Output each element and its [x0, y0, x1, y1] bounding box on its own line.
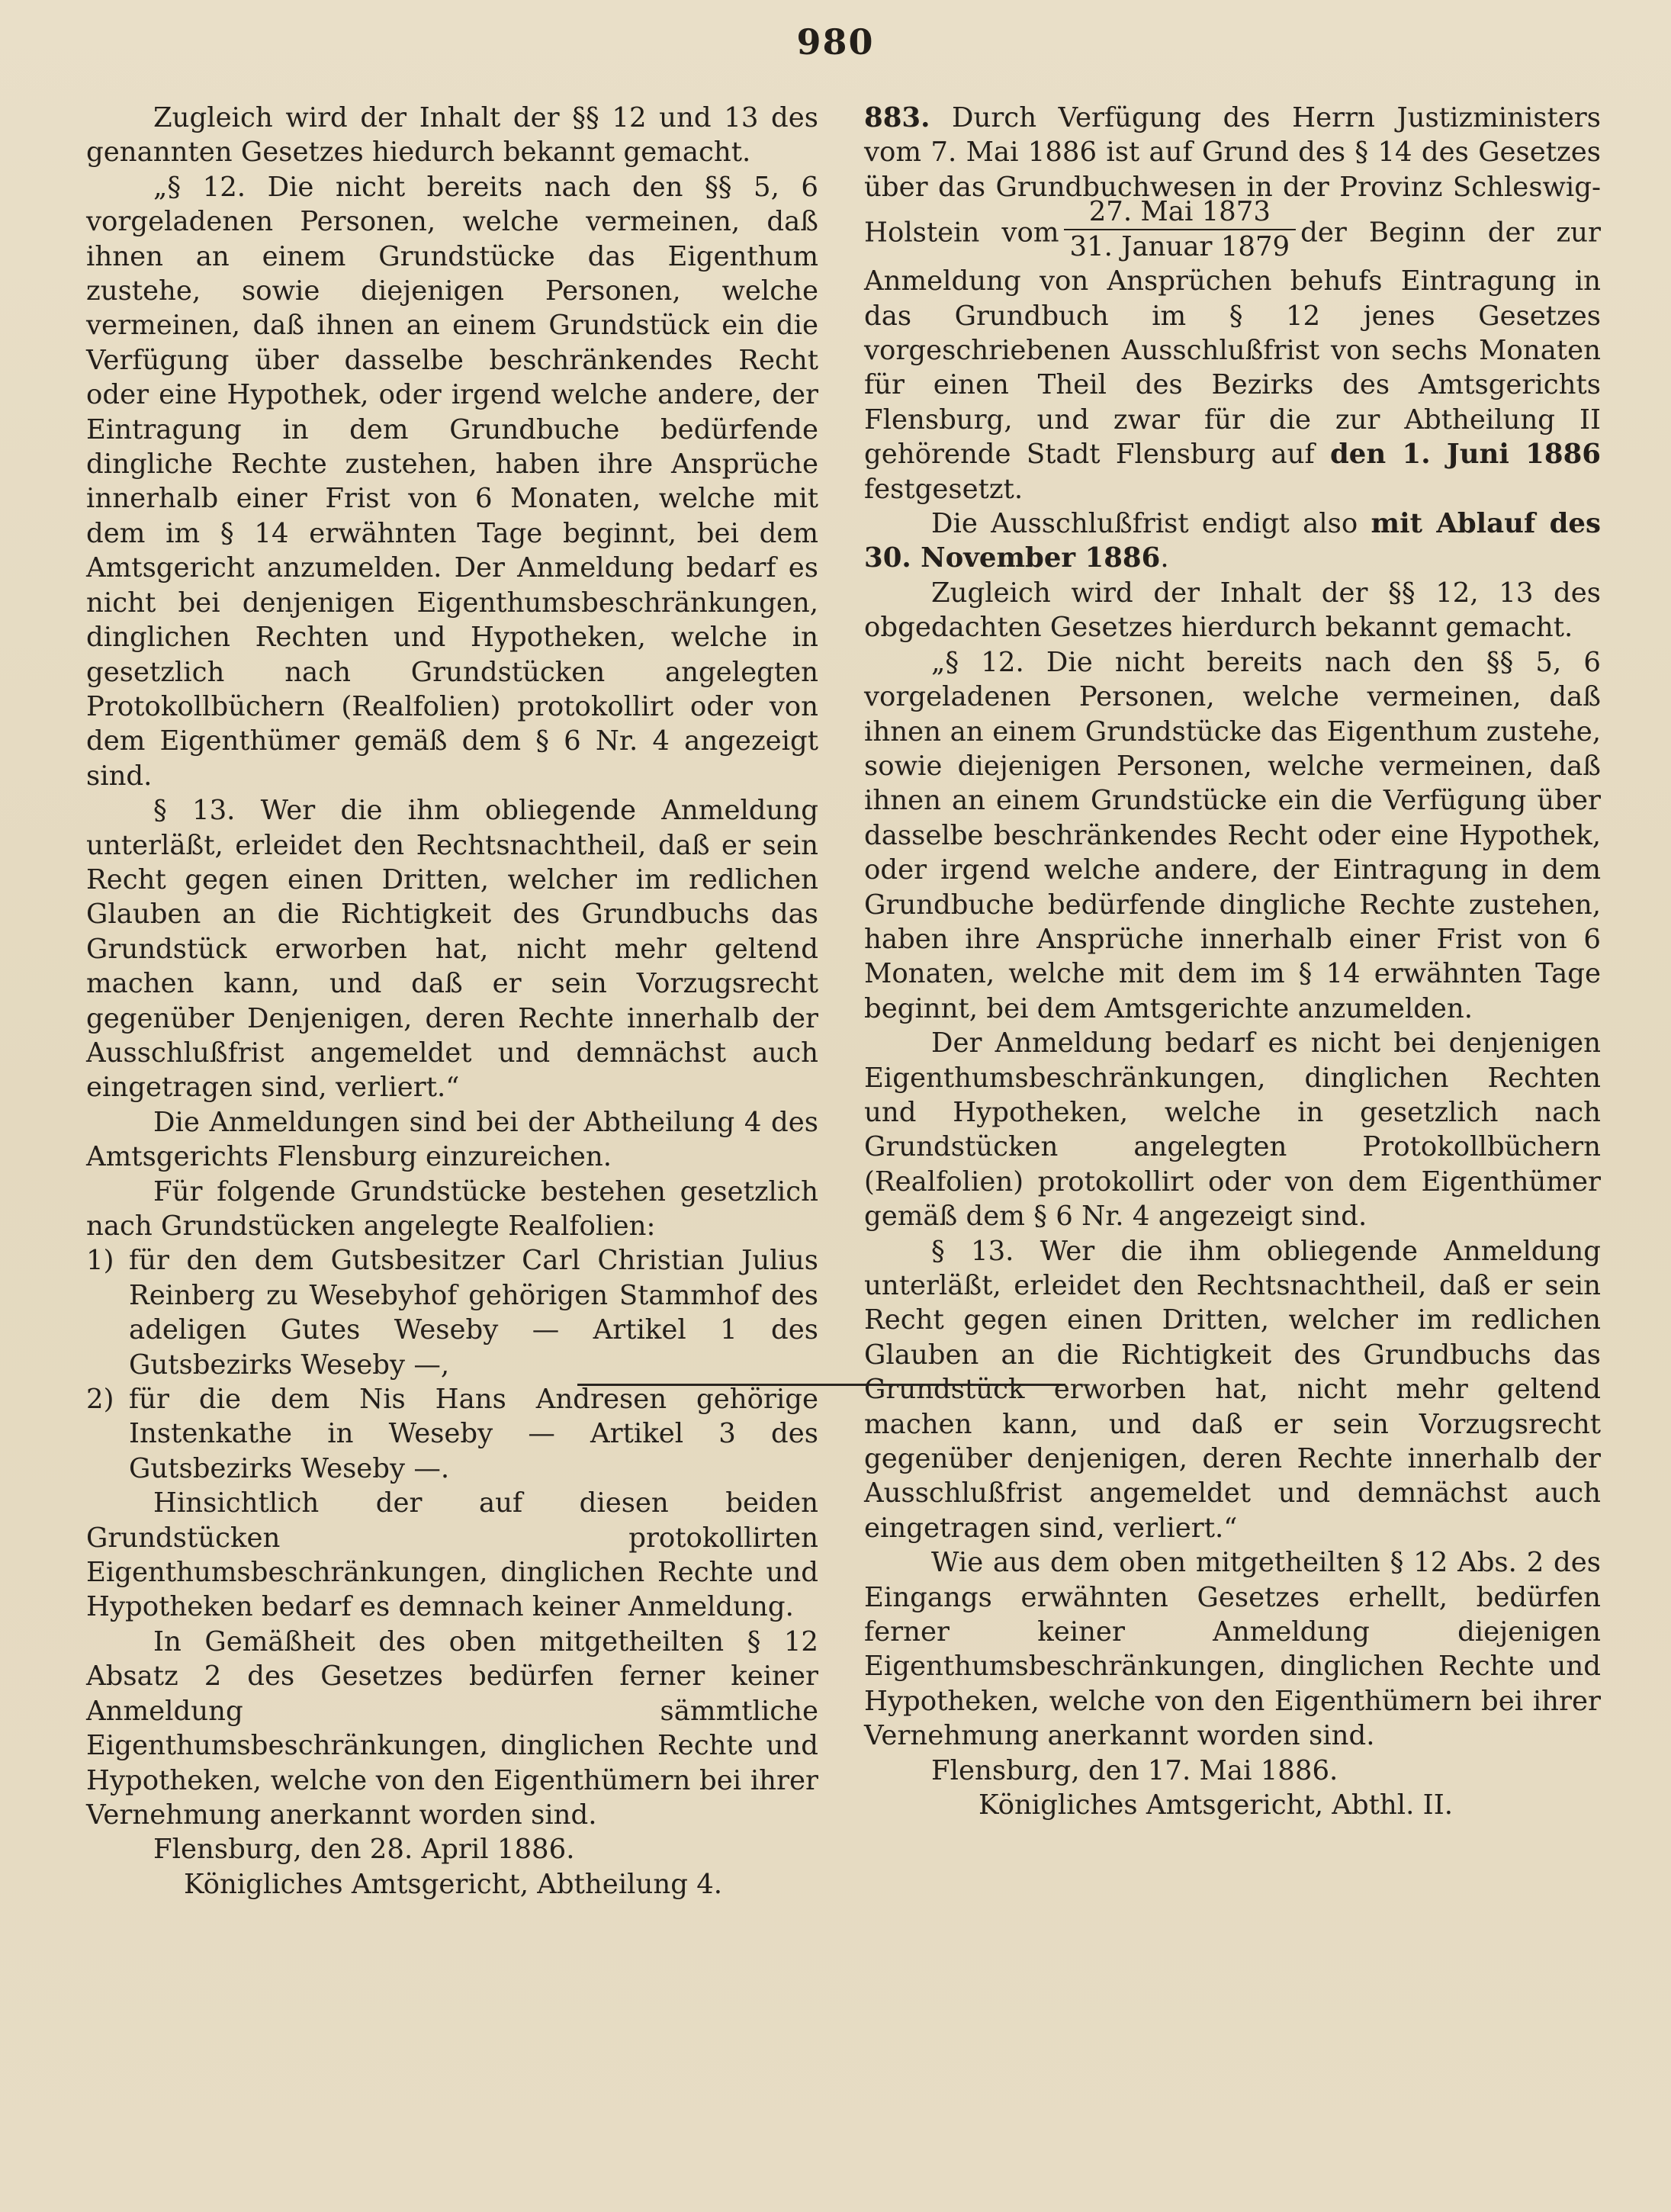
- list-item-text: für die dem Nis Hans Andresen gehörige Instenkathe in Weseby — Artikel 3 des Gutsbezirks Weseby —.: [129, 1384, 818, 1484]
- list-item: [86, 1243, 818, 1382]
- paragraph: Für folgende Grundstücke bestehen gesetzlich nach Grundstücken angelegte Realfolien:: [86, 1175, 818, 1242]
- notice-text: der Beginn der zur Anmeldung von Ansprüchen behufs Eintragung in das Grundbuch im § 12 jenes Gesetzes vorgeschriebenen Ausschlußfrist von sechs Monaten für einen Theil des Bezirks des Amtsgerichts Flensburg, und zwar für die zur Abtheilung II gehörende Stadt Flensburg auf: [864, 217, 1601, 471]
- date-fraction: [1064, 195, 1297, 264]
- paragraph: Zugleich wird der Inhalt der §§ 12, 13 des obgedachten Gesetzes hierdurch bekannt gemacht.: [864, 577, 1601, 644]
- list-item-text: für den dem Gutsbesitzer Carl Christian Julius Reinberg zu Wesebyhof gehörigen Stammhof des adeligen Gutes Weseby — Artikel 1 des Gutsbezirks Weseby —,: [129, 1245, 818, 1381]
- notice-text: Durch Verfügung des Herrn Justizministers vom 7. Mai 1886 ist auf Grund des § 14 des Gesetzes über das Grundbuchwesen in der Provinz Schleswig-Holstein vom: [864, 102, 1601, 249]
- start-date: den 1. Juni 1886: [1329, 439, 1601, 471]
- paragraph-section-12: „§ 12. Die nicht bereits nach den §§ 5, 6 vorgeladenen Personen, welche vermeinen, daß ihnen an einem Grundstücke das Eigenthum zustehe, sowie diejenigen Personen, welche vermeinen, daß ihnen an einem Grundstück ein die Verfügung über dasselbe beschränkendes Recht oder eine Hypothek, oder irgend welche andere, der Eintragung in dem Grundbuche bedürfende dingliche Rechte zustehen, haben ihre Ansprüche innerhalb einer Frist von 6 Monaten, welche mit dem im § 14 erwähnten Tage beginnt, bei dem Amtsgericht anzumelden. Der Anmeldung bedarf es nicht bei denjenigen Eigenthumsbeschränkungen, dinglichen Rechten und Hypotheken, welche in gesetzlich nach Grundstücken angelegten Protokollbüchern (Realfolien) protokollirt oder von dem Eigenthümer gemäß dem § 6 Nr. 4 angezeigt sind.: [86, 171, 818, 792]
- paragraph: Wie aus dem oben mitgetheilten § 12 Abs. 2 des Eingangs erwähnten Gesetzes erhellt, bedürfen ferner keiner Anmeldung diejenigen Eigenthumsbeschränkungen, dinglichen Rechte und Hypotheken, welche von den Eigenthümern bei ihrer Vernehmung anerkannt worden sind.: [864, 1547, 1601, 1752]
- signature-place-date: Flensburg, den 17. Mai 1886.: [931, 1754, 1338, 1786]
- list-item: [86, 1382, 818, 1486]
- paragraph: Die Anmeldungen sind bei der Abtheilung 4 des Amtsgerichts Flensburg einzureichen.: [86, 1106, 818, 1173]
- notice-number: 883.: [864, 102, 930, 133]
- paragraph-section-13: § 13. Wer die ihm obliegende Anmeldung unterläßt, erleidet den Rechtsnachtheil, daß er sein Recht gegen einen Dritten, welcher im redlichen Glauben an die Richtigkeit des Grundbuchs das Grundstück erworben hat, nicht mehr geltend machen kann, und daß er sein Vorzugsrecht gegenüber Denjenigen, deren Rechte innerhalb der Ausschlußfrist angemeldet und demnächst auch eingetragen sind, verliert.“: [86, 795, 818, 1104]
- paragraph-section-13: § 13. Wer die ihm obliegende Anmeldung unterläßt, erleidet den Rechtsnachtheil, daß er sein Recht gegen einen Dritten, welcher im redlichen Glauben an die Richtigkeit des Grundbuchs das Grundstück erworben hat, nicht mehr geltend machen kann, und daß er sein Vorzugsrecht gegenüber denjenigen, deren Rechte innerhalb der Ausschlußfrist angemeldet und demnächst auch eingetragen sind, verliert.“: [864, 1235, 1601, 1544]
- signature-court: Königliches Amtsgericht, Abtheilung 4.: [184, 1868, 723, 1900]
- right-column: [864, 101, 1601, 1823]
- paragraph: Hinsichtlich der auf diesen beiden Grundstücken protokollirten Eigenthumsbeschränkungen, dinglichen Rechte und Hypotheken bedarf es demnach keiner Anmeldung.: [86, 1487, 818, 1623]
- paragraph-section-12: „§ 12. Die nicht bereits nach den §§ 5, 6 vorgeladenen Personen, welche vermeinen, daß ihnen an einem Grundstücke das Eigenthum zustehe, sowie diejenigen Personen, welche vermeinen, daß ihnen an einem Grundstücke ein die Verfügung über dasselbe beschränkendes Recht oder eine Hypothek, oder irgend welche andere, der Eintragung in dem Grundbuche bedürfende dingliche Rechte zustehen, haben ihre Ansprüche innerhalb einer Frist von 6 Monaten, welche mit dem im § 14 erwähnten Tage beginnt, bei dem Amtsgerichte anzumelden.: [864, 646, 1601, 1024]
- notice-paragraph: [864, 101, 1601, 506]
- page-number: 980: [796, 21, 875, 63]
- paragraph-text: .: [1160, 542, 1169, 574]
- fraction-denominator: 31. Januar 1879: [1069, 231, 1290, 263]
- left-column: [86, 101, 818, 1902]
- fraction-numerator: 27. Mai 1873: [1064, 195, 1297, 230]
- paragraph: In Gemäßheit des oben mitgetheilten § 12 Absatz 2 des Gesetzes bedürfen ferner keiner Anmeldung sämmtliche Eigenthumsbeschränkungen, dinglichen Rechte und Hypotheken, welche von den Eigenthümern bei ihrer Vernehmung anerkannt worden sind.: [86, 1625, 818, 1831]
- paragraph-text: Die Ausschlußfrist endigt also: [931, 508, 1358, 540]
- list-item-number: 2): [86, 1384, 114, 1416]
- signature-court: Königliches Amtsgericht, Abthl. II.: [978, 1789, 1454, 1821]
- section-divider: [577, 1384, 1065, 1386]
- signature-place-date: Flensburg, den 28. April 1886.: [153, 1834, 575, 1866]
- notice-text: festgesetzt.: [864, 473, 1023, 505]
- list-item-number: 1): [86, 1245, 114, 1277]
- deadline: mit Ablauf des 30. November 1886: [864, 508, 1601, 574]
- paragraph: [864, 506, 1601, 576]
- paragraph: Der Anmeldung bedarf es nicht bei denjenigen Eigenthumsbeschränkungen, dinglichen Rechten und Hypotheken, welche in gesetzlich nach Grundstücken angelegten Protokollbüchern (Realfolien) protokollirt oder von dem Eigenthümer gemäß dem § 6 Nr. 4 angezeigt sind.: [864, 1027, 1601, 1233]
- paragraph: Zugleich wird der Inhalt der §§ 12 und 13 des genannten Gesetzes hiedurch bekannt gemacht.: [86, 102, 818, 169]
